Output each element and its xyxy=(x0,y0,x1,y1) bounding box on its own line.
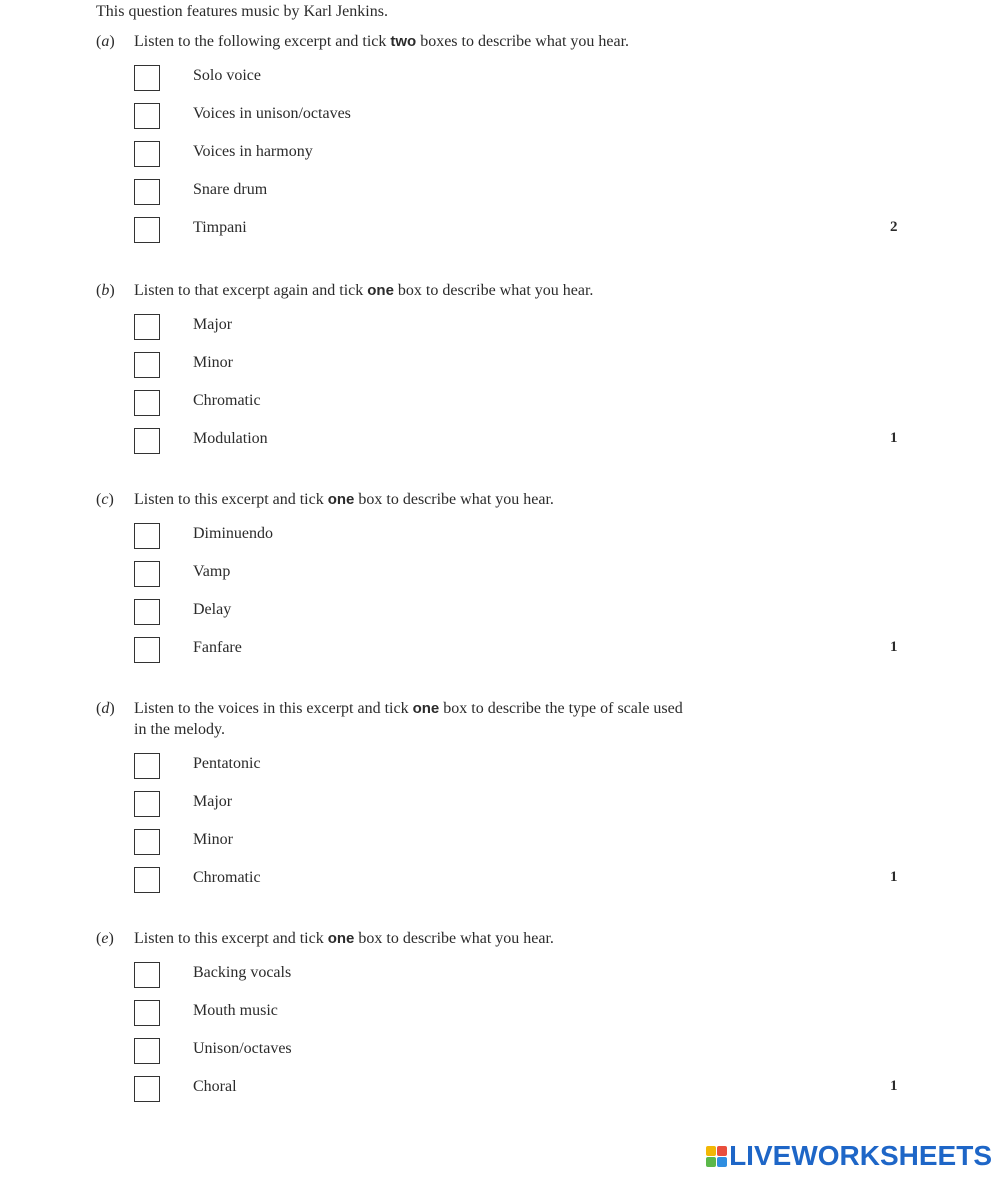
question-stem: (a) Listen to the following excerpt and tick two boxes to describe what you hear. xyxy=(96,33,630,50)
tick-box[interactable] xyxy=(134,103,160,129)
brand-text: LIVEWORKSHEETS xyxy=(729,1140,992,1171)
option-label: Modulation xyxy=(193,430,268,447)
tick-box[interactable] xyxy=(134,65,160,91)
option-label: Voices in harmony xyxy=(193,143,313,160)
option-row xyxy=(96,561,916,599)
question-letter: (a) xyxy=(96,33,115,50)
option-label: Unison/octaves xyxy=(193,1040,292,1057)
question-a xyxy=(96,31,916,255)
tick-box[interactable] xyxy=(134,141,160,167)
option-label: Minor xyxy=(193,354,233,371)
tick-box[interactable] xyxy=(134,791,160,817)
option-label: Delay xyxy=(193,601,232,618)
option-row xyxy=(96,65,916,103)
option-row xyxy=(96,314,916,352)
option-label: Chromatic xyxy=(193,392,261,409)
option-label: Timpani xyxy=(193,219,247,236)
tick-box[interactable] xyxy=(134,753,160,779)
tick-box[interactable] xyxy=(134,561,160,587)
option-label: Fanfare xyxy=(193,639,242,656)
marks-value: 1 xyxy=(890,1078,898,1094)
tick-box[interactable] xyxy=(134,428,160,454)
tick-box[interactable] xyxy=(134,179,160,205)
tick-box[interactable] xyxy=(134,867,160,893)
tick-box[interactable] xyxy=(134,599,160,625)
option-label: Backing vocals xyxy=(193,964,292,981)
option-row xyxy=(96,962,916,1000)
option-label: Snare drum xyxy=(193,181,268,198)
option-row xyxy=(96,141,916,179)
tick-box[interactable] xyxy=(134,390,160,416)
tick-box[interactable] xyxy=(134,352,160,378)
marks-value: 1 xyxy=(890,869,898,885)
question-letter: (b) xyxy=(96,282,115,299)
marks-value: 1 xyxy=(890,430,898,446)
question-stem: (c) Listen to this excerpt and tick one box to describe what you hear. xyxy=(96,491,554,508)
option-label: Pentatonic xyxy=(193,755,261,772)
option-label: Choral xyxy=(193,1078,237,1095)
option-label: Minor xyxy=(193,831,233,848)
liveworksheets-logo xyxy=(706,1140,992,1172)
tick-box[interactable] xyxy=(134,637,160,663)
tick-box[interactable] xyxy=(134,217,160,243)
option-label: Vamp xyxy=(193,563,231,580)
option-row xyxy=(96,179,916,217)
option-row xyxy=(96,599,916,637)
option-row xyxy=(96,352,916,390)
option-row xyxy=(96,637,916,675)
tick-box[interactable] xyxy=(134,829,160,855)
option-label: Diminuendo xyxy=(193,525,273,542)
option-row xyxy=(96,1076,916,1114)
question-letter: (d) xyxy=(96,700,115,717)
tick-box[interactable] xyxy=(134,1038,160,1064)
option-row xyxy=(96,829,916,867)
question-b xyxy=(96,280,916,466)
tick-box[interactable] xyxy=(134,1000,160,1026)
tick-box[interactable] xyxy=(134,962,160,988)
question-e xyxy=(96,928,916,1114)
question-stem: (b) Listen to that excerpt again and tick one box to describe what you hear. xyxy=(96,282,594,299)
question-letter: (c) xyxy=(96,491,114,508)
option-row xyxy=(96,791,916,829)
question-letter: (e) xyxy=(96,930,114,947)
intro-text: This question features music by Karl Jenkins. xyxy=(96,3,388,20)
option-label: Chromatic xyxy=(193,869,261,886)
option-row xyxy=(96,523,916,561)
option-row xyxy=(96,753,916,791)
option-label: Mouth music xyxy=(193,1002,278,1019)
option-row xyxy=(96,428,916,466)
option-label: Major xyxy=(193,793,233,810)
option-row xyxy=(96,1000,916,1038)
option-label: Voices in unison/octaves xyxy=(193,105,351,122)
tick-box[interactable] xyxy=(134,523,160,549)
option-row xyxy=(96,217,916,255)
question-c xyxy=(96,489,916,675)
tick-box[interactable] xyxy=(134,314,160,340)
question-d xyxy=(96,698,916,905)
marks-value: 2 xyxy=(890,219,898,235)
liveworksheets-logo-icon xyxy=(706,1146,727,1167)
question-stem: (e) Listen to this excerpt and tick one box to describe what you hear. xyxy=(96,930,554,947)
tick-box[interactable] xyxy=(134,1076,160,1102)
option-row xyxy=(96,390,916,428)
question-stem: (d) Listen to the voices in this excerpt and tick one box to describe the type of scale used in the melody. xyxy=(96,700,683,738)
option-row xyxy=(96,1038,916,1076)
option-row xyxy=(96,103,916,141)
option-label: Major xyxy=(193,316,233,333)
option-row xyxy=(96,867,916,905)
option-label: Solo voice xyxy=(193,67,261,84)
marks-value: 1 xyxy=(890,639,898,655)
